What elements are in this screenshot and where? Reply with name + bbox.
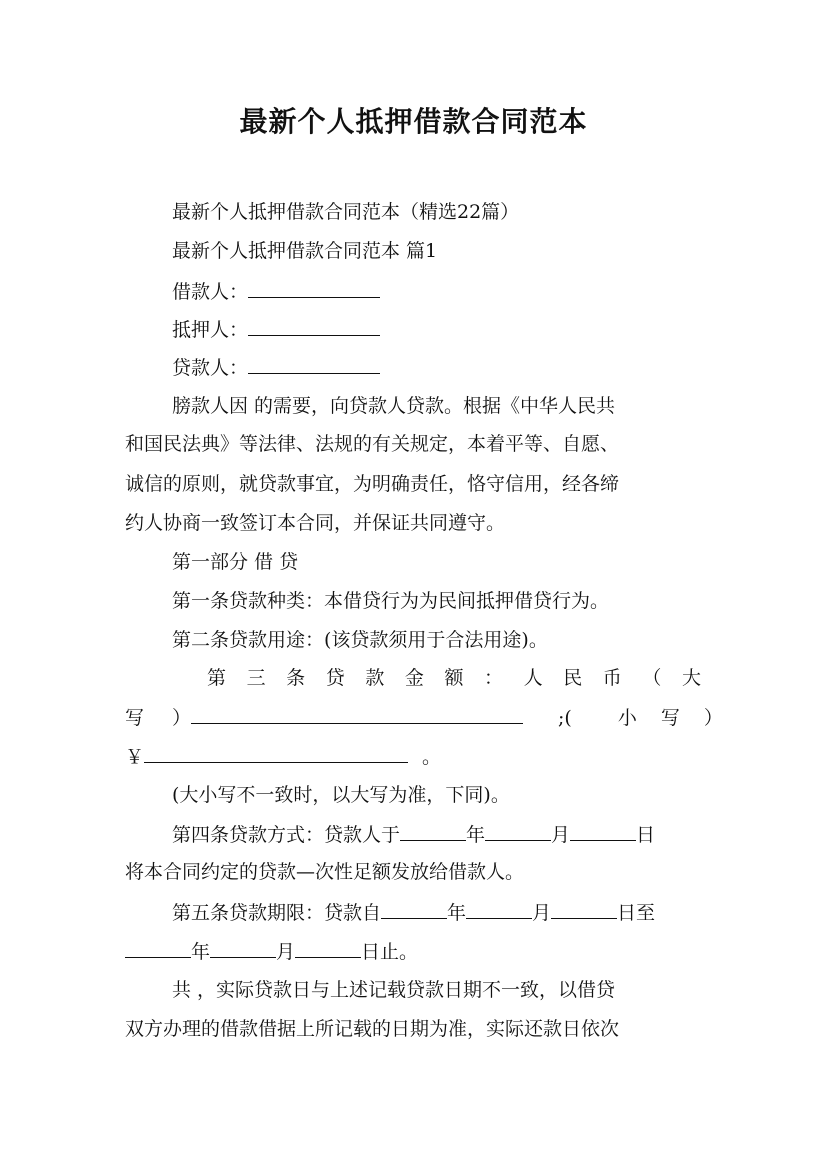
part-heading: 第一部分 借 贷 [172,551,299,573]
paragraph-line: 和国民法典》等法律、法规的有关规定，本着平等、自愿、 [125,433,620,455]
year-blank [381,900,447,919]
paragraph-line: 共 ，实际贷款日与上述记载贷款日期不一致，以借贷 [172,979,616,1001]
article-3-line-1 [207,666,701,690]
year-blank [125,939,191,958]
lender-label: 贷款人： [172,357,249,379]
month-label: 月 [532,902,552,924]
subtitle-line: 最新个人抵押借款合同范本（精选22篇） [172,201,520,223]
article-3-char: 条 [286,667,306,689]
borrower-label: 借款人： [172,281,249,303]
section-heading: 最新个人抵押借款合同范本 篇1 [172,240,438,262]
day-label: 日至 [617,902,656,924]
borrower-blank [248,279,380,298]
article-3-char: 三 [246,667,266,689]
paragraph-line: 约人协商一致签订本合同，并保证共同遵守。 [125,512,506,534]
article-3-text: ;( [558,707,572,729]
mortgagor-blank [248,317,380,336]
year-label: 年 [466,824,486,846]
article-3-char: 金 [404,667,424,689]
month-blank [485,822,551,841]
day-blank [551,900,617,919]
article-3-char: 人 [523,667,543,689]
article-1: 第一条贷款种类：本借贷行为为民间抵押借贷行为。 [172,590,610,612]
article-5-text: 第五条贷款期限：贷款自 [172,902,382,924]
document-title: 最新个人抵押借款合同范本 [239,105,588,138]
day-blank [295,939,361,958]
period: 。 [422,746,442,768]
article-3-line-3 [125,744,705,769]
article-3-char: 民 [563,667,583,689]
paragraph-line: 双方办理的借款借据上所记载的日期为准，实际还款日依次 [125,1018,620,1040]
day-label: 日 [636,824,656,846]
month-label: 月 [551,824,571,846]
article-4-line-2: 将本合同约定的贷款—次性足额发放给借款人。 [125,861,525,883]
article-3-char: ： [484,667,504,689]
lowercase-amount-blank [144,744,408,763]
article-3-char: 币 [602,667,622,689]
article-3-char: （ [642,667,662,689]
article-3-char: 款 [365,667,385,689]
article-3-text: ） [172,707,192,729]
article-5-line-1 [172,900,705,925]
month-blank [466,900,532,919]
borrower-line [172,279,705,304]
article-3-char: 额 [444,667,464,689]
article-3-text: 小 [617,707,637,729]
mortgagor-line [172,317,705,342]
day-blank [570,822,636,841]
day-label: 日止。 [361,941,419,963]
month-label: 月 [276,941,296,963]
article-3-char: 第 [207,667,227,689]
article-4-line-1 [172,822,705,847]
article-3-text: ） [703,707,723,729]
article-3-text: 写 [660,707,680,729]
lender-blank [248,355,380,374]
article-2: 第二条贷款用途：(该贷款须用于合法用途)。 [172,629,548,651]
lender-line [172,355,705,380]
article-3-line-2 [125,705,723,730]
article-4-text: 第四条贷款方式：贷款人于 [172,824,401,846]
paragraph-line: 诚信的原则，就贷款事宜，为明确责任，恪守信用，经各缔 [125,473,620,495]
mortgagor-label: 抵押人： [172,319,249,341]
paragraph-line: 膀款人因 的需要，向贷款人贷款。根据《中华人民共 [172,395,616,417]
article-3-char: 贷 [325,667,345,689]
month-blank [210,939,276,958]
article-5-line-2 [125,939,705,964]
year-blank [400,822,466,841]
year-label: 年 [447,902,467,924]
article-3-note: (大小写不一致时，以大写为准，下同)。 [172,784,510,806]
article-3-text: 写 [125,707,145,729]
article-3-char: 大 [681,667,701,689]
year-label: 年 [191,941,211,963]
yuan-sign: ￥ [125,746,145,768]
uppercase-amount-blank [191,705,523,724]
